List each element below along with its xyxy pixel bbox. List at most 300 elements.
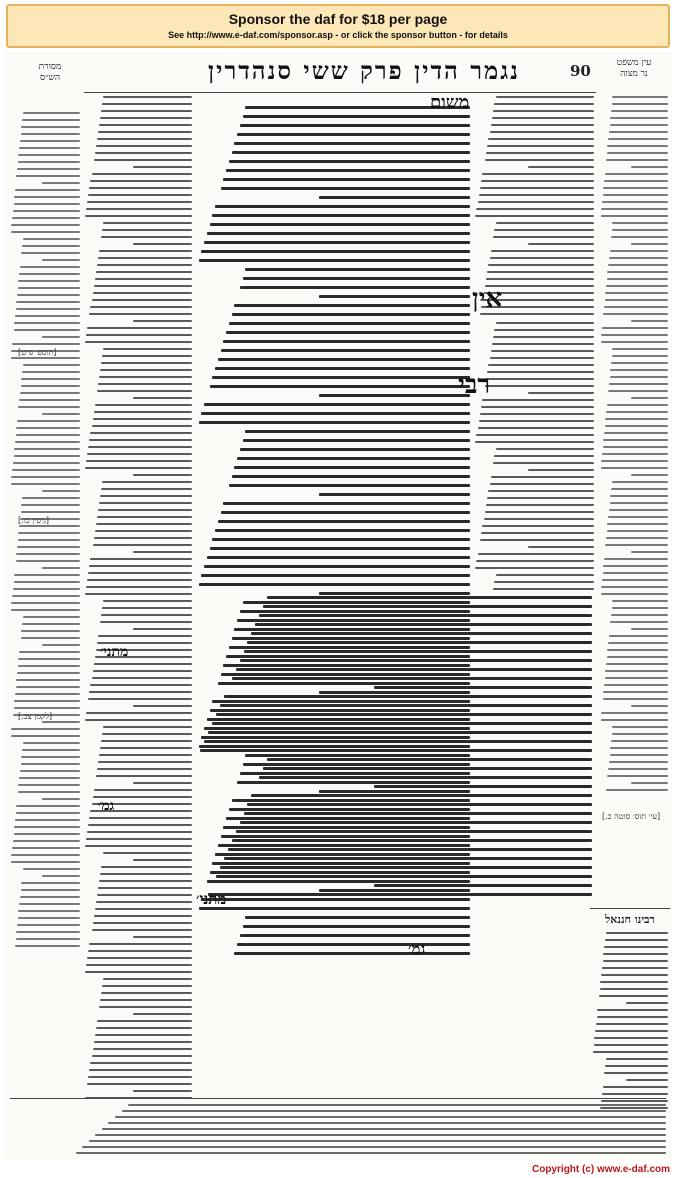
text-line	[609, 509, 668, 511]
text-line	[600, 981, 668, 983]
text-line	[216, 713, 592, 716]
text-line	[14, 581, 81, 583]
text-line	[487, 371, 594, 373]
text-line	[609, 635, 668, 637]
text-line	[487, 145, 594, 147]
text-line	[599, 995, 668, 997]
text-line	[16, 175, 80, 177]
text-line	[208, 731, 592, 734]
text-line	[101, 362, 192, 364]
text-line	[133, 628, 192, 630]
text-line	[374, 785, 592, 788]
text-line	[93, 1048, 192, 1050]
text-line	[485, 385, 594, 387]
text-line	[42, 182, 81, 184]
text-line	[476, 560, 594, 562]
text-line	[210, 385, 470, 388]
text-line	[17, 672, 80, 674]
text-line	[475, 567, 594, 569]
text-line	[603, 953, 668, 955]
text-line	[22, 245, 80, 247]
text-line	[21, 630, 80, 632]
text-line	[601, 586, 668, 588]
text-line	[21, 882, 80, 884]
text-line	[85, 215, 192, 217]
text-line	[240, 821, 592, 824]
text-line	[229, 322, 470, 325]
text-line	[234, 304, 470, 307]
text-line	[92, 1055, 192, 1057]
text-line	[23, 868, 80, 870]
text-line	[602, 453, 668, 455]
text-line	[610, 376, 668, 378]
masoret-hashas-column	[10, 112, 80, 1092]
text-line	[609, 383, 668, 385]
text-line	[480, 539, 594, 541]
text-line	[86, 838, 192, 840]
text-line	[133, 551, 192, 553]
text-line	[89, 1140, 666, 1142]
text-line	[608, 390, 668, 392]
text-line	[18, 665, 80, 667]
text-line	[240, 659, 592, 662]
gemara-wide-text	[196, 596, 592, 908]
text-line	[94, 159, 192, 161]
text-line	[234, 952, 470, 955]
text-line	[85, 467, 192, 469]
text-line	[96, 901, 192, 903]
text-line	[528, 469, 594, 471]
text-line	[16, 553, 80, 555]
text-line	[15, 315, 80, 317]
text-line	[605, 1065, 668, 1067]
text-line	[101, 236, 192, 238]
text-line	[610, 747, 668, 749]
text-line	[17, 924, 80, 926]
text-line	[18, 791, 80, 793]
text-line	[240, 448, 470, 451]
text-line	[528, 166, 594, 168]
text-line	[21, 252, 80, 254]
text-line	[89, 691, 192, 693]
text-line	[19, 651, 80, 653]
text-line	[609, 761, 668, 763]
text-line	[220, 704, 592, 707]
text-line	[133, 474, 192, 476]
text-line	[11, 728, 80, 730]
text-line	[607, 145, 668, 147]
text-line	[594, 1037, 668, 1039]
text-line	[237, 943, 470, 946]
text-line	[232, 839, 592, 842]
text-line	[13, 840, 80, 842]
text-line	[102, 229, 192, 231]
text-line	[98, 509, 192, 511]
text-line	[133, 705, 192, 707]
text-line	[18, 406, 80, 408]
text-line	[14, 574, 80, 576]
text-line	[95, 404, 192, 406]
text-line	[95, 530, 192, 532]
text-line	[220, 866, 592, 869]
text-line	[488, 264, 594, 266]
text-line	[18, 784, 80, 786]
text-line	[240, 286, 470, 289]
text-line	[234, 466, 470, 469]
text-line	[610, 621, 668, 623]
text-line	[631, 397, 668, 399]
text-line	[89, 943, 192, 945]
text-line	[87, 579, 192, 581]
text-line	[21, 637, 81, 639]
text-line	[631, 320, 668, 322]
text-line	[244, 812, 592, 815]
text-line	[20, 266, 80, 268]
margin-label: [גיטין כו.]	[18, 516, 49, 525]
text-line	[16, 301, 80, 303]
text-line	[18, 161, 80, 163]
running-head: נגמר הדין פרק ששי סנהדרין	[208, 56, 520, 85]
text-line	[18, 532, 80, 534]
text-line	[374, 686, 592, 689]
text-line	[237, 457, 470, 460]
text-line	[226, 331, 470, 334]
text-line	[232, 475, 470, 478]
text-line	[16, 812, 80, 814]
text-line	[612, 103, 668, 105]
text-line	[13, 210, 80, 212]
text-line	[16, 434, 80, 436]
text-line	[76, 1152, 666, 1154]
text-line	[603, 1086, 668, 1088]
text-line	[13, 588, 80, 590]
text-line	[486, 378, 594, 380]
text-line	[240, 124, 470, 127]
text-line	[610, 117, 668, 119]
text-line	[626, 1079, 668, 1081]
text-line	[597, 1016, 668, 1018]
text-line	[100, 621, 192, 623]
text-line	[22, 623, 80, 625]
text-line	[482, 399, 594, 401]
text-line	[88, 572, 192, 574]
text-line	[97, 264, 192, 266]
text-line	[604, 180, 668, 182]
keyword-mishna: משום	[430, 92, 470, 113]
text-line	[201, 412, 470, 415]
text-line	[606, 411, 668, 413]
text-line	[494, 103, 594, 105]
text-line	[98, 257, 192, 259]
text-line	[16, 931, 80, 933]
text-line	[267, 596, 592, 599]
text-line	[603, 313, 668, 315]
text-line	[212, 538, 470, 541]
text-line	[607, 649, 668, 651]
text-line	[604, 432, 668, 434]
text-line	[22, 497, 80, 499]
text-line	[20, 392, 80, 394]
keyword-gemara: גמ׳	[408, 940, 426, 958]
text-line	[604, 684, 668, 686]
text-line	[204, 740, 592, 743]
text-line	[92, 425, 192, 427]
text-line	[87, 453, 192, 455]
text-line	[232, 313, 470, 316]
text-line	[103, 600, 192, 602]
text-line	[224, 857, 592, 860]
text-line	[485, 511, 594, 513]
text-line	[82, 1146, 666, 1148]
text-line	[610, 250, 668, 252]
text-line	[603, 572, 668, 574]
text-line	[482, 173, 594, 175]
left-margin-heading: מסורת הש״ס	[38, 62, 62, 83]
text-line	[21, 889, 81, 891]
text-line	[528, 243, 594, 245]
text-line	[98, 635, 192, 637]
text-line	[102, 733, 192, 735]
text-line	[11, 231, 80, 233]
text-line	[496, 574, 594, 576]
text-line	[42, 721, 81, 723]
text-line	[494, 455, 594, 457]
text-line	[14, 826, 80, 828]
text-line	[605, 425, 668, 427]
keyword-ein: אין	[472, 284, 503, 314]
text-line	[15, 945, 80, 947]
text-line	[95, 152, 192, 154]
text-line	[601, 215, 668, 217]
text-line	[201, 250, 470, 253]
text-line	[612, 607, 668, 609]
footnote-rule	[10, 1098, 666, 1099]
text-line	[605, 939, 668, 941]
text-line	[218, 520, 470, 523]
text-line	[88, 446, 192, 448]
text-line	[23, 742, 80, 744]
text-line	[608, 768, 668, 770]
text-line	[496, 448, 594, 450]
text-line	[98, 131, 192, 133]
text-line	[102, 1128, 666, 1130]
text-line	[490, 357, 594, 359]
text-line	[99, 1006, 192, 1008]
text-line	[94, 285, 192, 287]
margin-label: [לקמן צב.]	[18, 712, 53, 721]
text-line	[16, 427, 80, 429]
text-line	[259, 776, 592, 779]
text-line	[612, 481, 668, 483]
text-line	[608, 138, 668, 140]
text-line	[493, 110, 594, 112]
text-line	[122, 1110, 666, 1112]
text-line	[89, 313, 192, 315]
text-line	[99, 250, 192, 252]
text-line	[18, 539, 80, 541]
text-line	[94, 663, 192, 665]
sponsor-banner[interactable]	[6, 4, 670, 48]
talmud-page	[4, 52, 672, 1160]
text-line	[212, 376, 470, 379]
text-line	[96, 1027, 192, 1029]
text-line	[95, 908, 192, 910]
text-line	[601, 974, 668, 976]
text-line	[602, 967, 668, 969]
text-line	[255, 623, 592, 626]
text-line	[493, 336, 594, 338]
text-line	[595, 1030, 668, 1032]
text-line	[11, 735, 80, 737]
text-line	[99, 754, 192, 756]
text-line	[596, 1023, 668, 1025]
text-line	[612, 726, 668, 728]
text-line	[602, 201, 668, 203]
text-line	[98, 761, 192, 763]
text-line	[96, 775, 192, 777]
text-line	[607, 775, 668, 777]
text-line	[85, 845, 192, 847]
text-line	[133, 166, 192, 168]
text-line	[229, 160, 470, 163]
header-rule	[84, 92, 596, 93]
text-line	[133, 243, 192, 245]
text-line	[89, 1069, 192, 1071]
text-line	[97, 1020, 192, 1022]
text-line	[102, 607, 192, 609]
text-line	[605, 418, 668, 420]
text-line	[133, 1090, 192, 1092]
text-line	[476, 434, 594, 436]
right-margin-heading: עין משפט נר מצוה	[616, 58, 652, 79]
text-line	[607, 530, 668, 532]
text-line	[23, 364, 80, 366]
text-line	[108, 1122, 666, 1124]
text-line	[90, 1062, 192, 1064]
text-line	[103, 726, 192, 728]
text-line	[103, 978, 192, 980]
text-line	[22, 371, 80, 373]
sponsor-banner-subtitle: See http://www.e-daf.com/sponsor.asp - or click the sponsor button - for details	[168, 30, 508, 40]
text-line	[199, 259, 470, 262]
text-line	[100, 117, 192, 119]
text-line	[607, 404, 668, 406]
text-line	[86, 586, 192, 588]
text-line	[228, 848, 592, 851]
text-line	[88, 194, 192, 196]
text-line	[14, 329, 81, 331]
text-line	[478, 553, 594, 555]
text-line	[236, 830, 592, 833]
text-line	[491, 250, 594, 252]
text-line	[488, 138, 594, 140]
text-line	[612, 229, 668, 231]
text-line	[244, 650, 592, 653]
tosafot-commentary-column	[474, 322, 594, 592]
text-line	[204, 403, 470, 406]
text-line	[88, 824, 192, 826]
text-line	[98, 887, 192, 889]
text-line	[19, 399, 80, 401]
margin-label: [עי׳ תוס׳ סוטה כ.]	[602, 812, 661, 821]
text-line	[89, 439, 192, 441]
text-line	[103, 348, 192, 350]
text-line	[133, 1013, 192, 1015]
text-line	[612, 222, 668, 224]
text-line	[237, 133, 470, 136]
text-line	[94, 1041, 192, 1043]
text-line	[259, 614, 592, 617]
text-line	[611, 614, 668, 616]
text-line	[612, 355, 668, 357]
text-line	[199, 421, 470, 424]
text-line	[232, 677, 592, 680]
text-line	[16, 938, 80, 940]
text-line	[215, 529, 470, 532]
text-line	[15, 441, 80, 443]
text-line	[601, 334, 668, 336]
copyright-notice: Copyright (c) www.e-daf.com	[532, 1164, 670, 1175]
text-line	[21, 133, 81, 135]
text-line	[12, 469, 80, 471]
text-line	[263, 605, 592, 608]
text-line	[15, 819, 80, 821]
text-line	[232, 151, 470, 154]
text-line	[14, 322, 80, 324]
text-line	[602, 579, 668, 581]
text-line	[601, 460, 668, 462]
keyword-matni-rashi: מתני׳	[100, 644, 129, 660]
text-line	[481, 180, 594, 182]
text-line	[18, 280, 80, 282]
text-line	[479, 420, 594, 422]
text-line	[101, 740, 192, 742]
text-line	[22, 749, 80, 751]
text-line	[99, 880, 192, 882]
text-line	[601, 719, 668, 721]
text-line	[93, 922, 192, 924]
text-line	[210, 223, 470, 226]
text-line	[607, 523, 668, 525]
text-line	[247, 641, 592, 644]
text-line	[487, 497, 594, 499]
text-line	[601, 1100, 668, 1102]
text-line	[612, 733, 668, 735]
text-line	[603, 187, 668, 189]
text-line	[14, 448, 80, 450]
text-line	[42, 490, 81, 492]
text-line	[101, 110, 192, 112]
text-line	[88, 698, 192, 700]
text-line	[245, 430, 470, 433]
text-line	[604, 306, 668, 308]
text-line	[484, 518, 594, 520]
text-line	[12, 595, 80, 597]
text-line	[87, 957, 192, 959]
text-line	[42, 413, 81, 415]
text-line	[494, 229, 594, 231]
text-line	[85, 593, 192, 595]
text-line	[488, 490, 594, 492]
text-line	[42, 259, 81, 261]
text-line	[97, 390, 192, 392]
text-line	[490, 131, 594, 133]
text-line	[18, 154, 80, 156]
text-line	[87, 327, 192, 329]
text-line	[11, 609, 80, 611]
text-line	[21, 504, 80, 506]
text-line	[611, 236, 668, 238]
